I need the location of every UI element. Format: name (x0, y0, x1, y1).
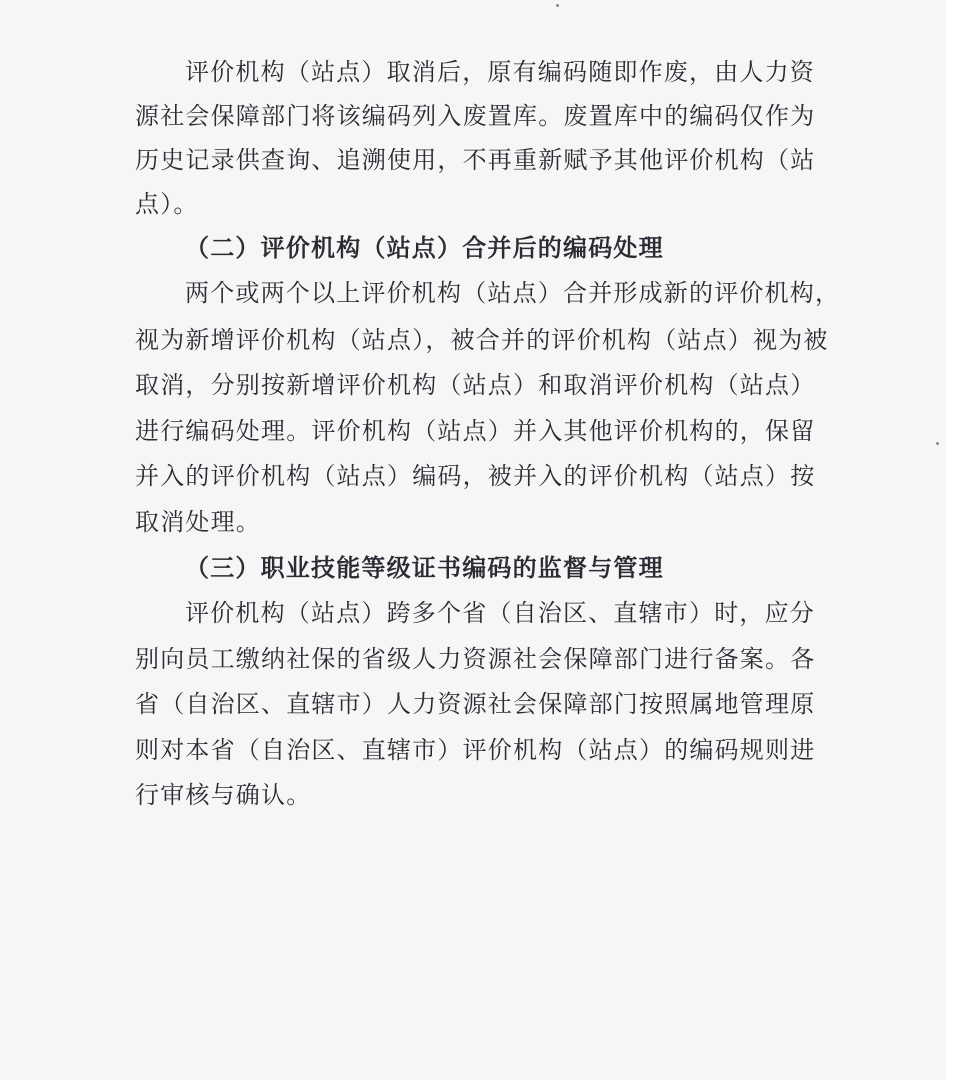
paragraph-1-line-4: 点）。 (135, 190, 199, 218)
paper-speck (556, 4, 559, 7)
paragraph-3-line-3: 省（自治区、直辖市）人力资源社会保障部门按照属地管理原 (135, 690, 816, 718)
section-heading-2: （二）评价机构（站点）合并后的编码处理 (185, 233, 664, 262)
paragraph-3-line-5: 行审核与确认。 (135, 781, 312, 809)
paragraph-2-line-6: 取消处理。 (135, 508, 261, 536)
section-heading-3: （三）职业技能等级证书编码的监督与管理 (185, 553, 664, 582)
paragraph-1-line-3: 历史记录供查询、追溯使用，不再重新赋予其他评价机构（站 (135, 146, 816, 174)
paragraph-1-line-1: 评价机构（站点）取消后，原有编码随即作废，由人力资 (185, 58, 815, 86)
paragraph-2-line-3: 取消，分别按新增评价机构（站点）和取消评价机构（站点） (135, 371, 816, 399)
paragraph-3-line-4: 则对本省（自治区、直辖市）评价机构（站点）的编码规则进 (135, 736, 816, 764)
paragraph-3-line-1: 评价机构（站点）跨多个省（自治区、直辖市）时，应分 (185, 599, 815, 627)
paragraph-3-line-2: 别向员工缴纳社保的省级人力资源社会保障部门进行备案。各 (135, 645, 816, 673)
page-margin (946, 0, 961, 1080)
paragraph-2-line-2: 视为新增评价机构（站点），被合并的评价机构（站点）视为被 (135, 326, 829, 354)
paragraph-2-line-4: 进行编码处理。评价机构（站点）并入其他评价机构的，保留 (135, 417, 816, 445)
paragraph-2-line-5: 并入的评价机构（站点）编码，被并入的评价机构（站点）按 (135, 462, 816, 490)
paragraph-2-line-1: 两个或两个以上评价机构（站点）合并形成新的评价机构， (185, 279, 841, 307)
paragraph-1-line-2: 源社会保障部门将该编码列入废置库。废置库中的编码仅作为 (135, 102, 816, 130)
paper-speck (936, 442, 939, 445)
